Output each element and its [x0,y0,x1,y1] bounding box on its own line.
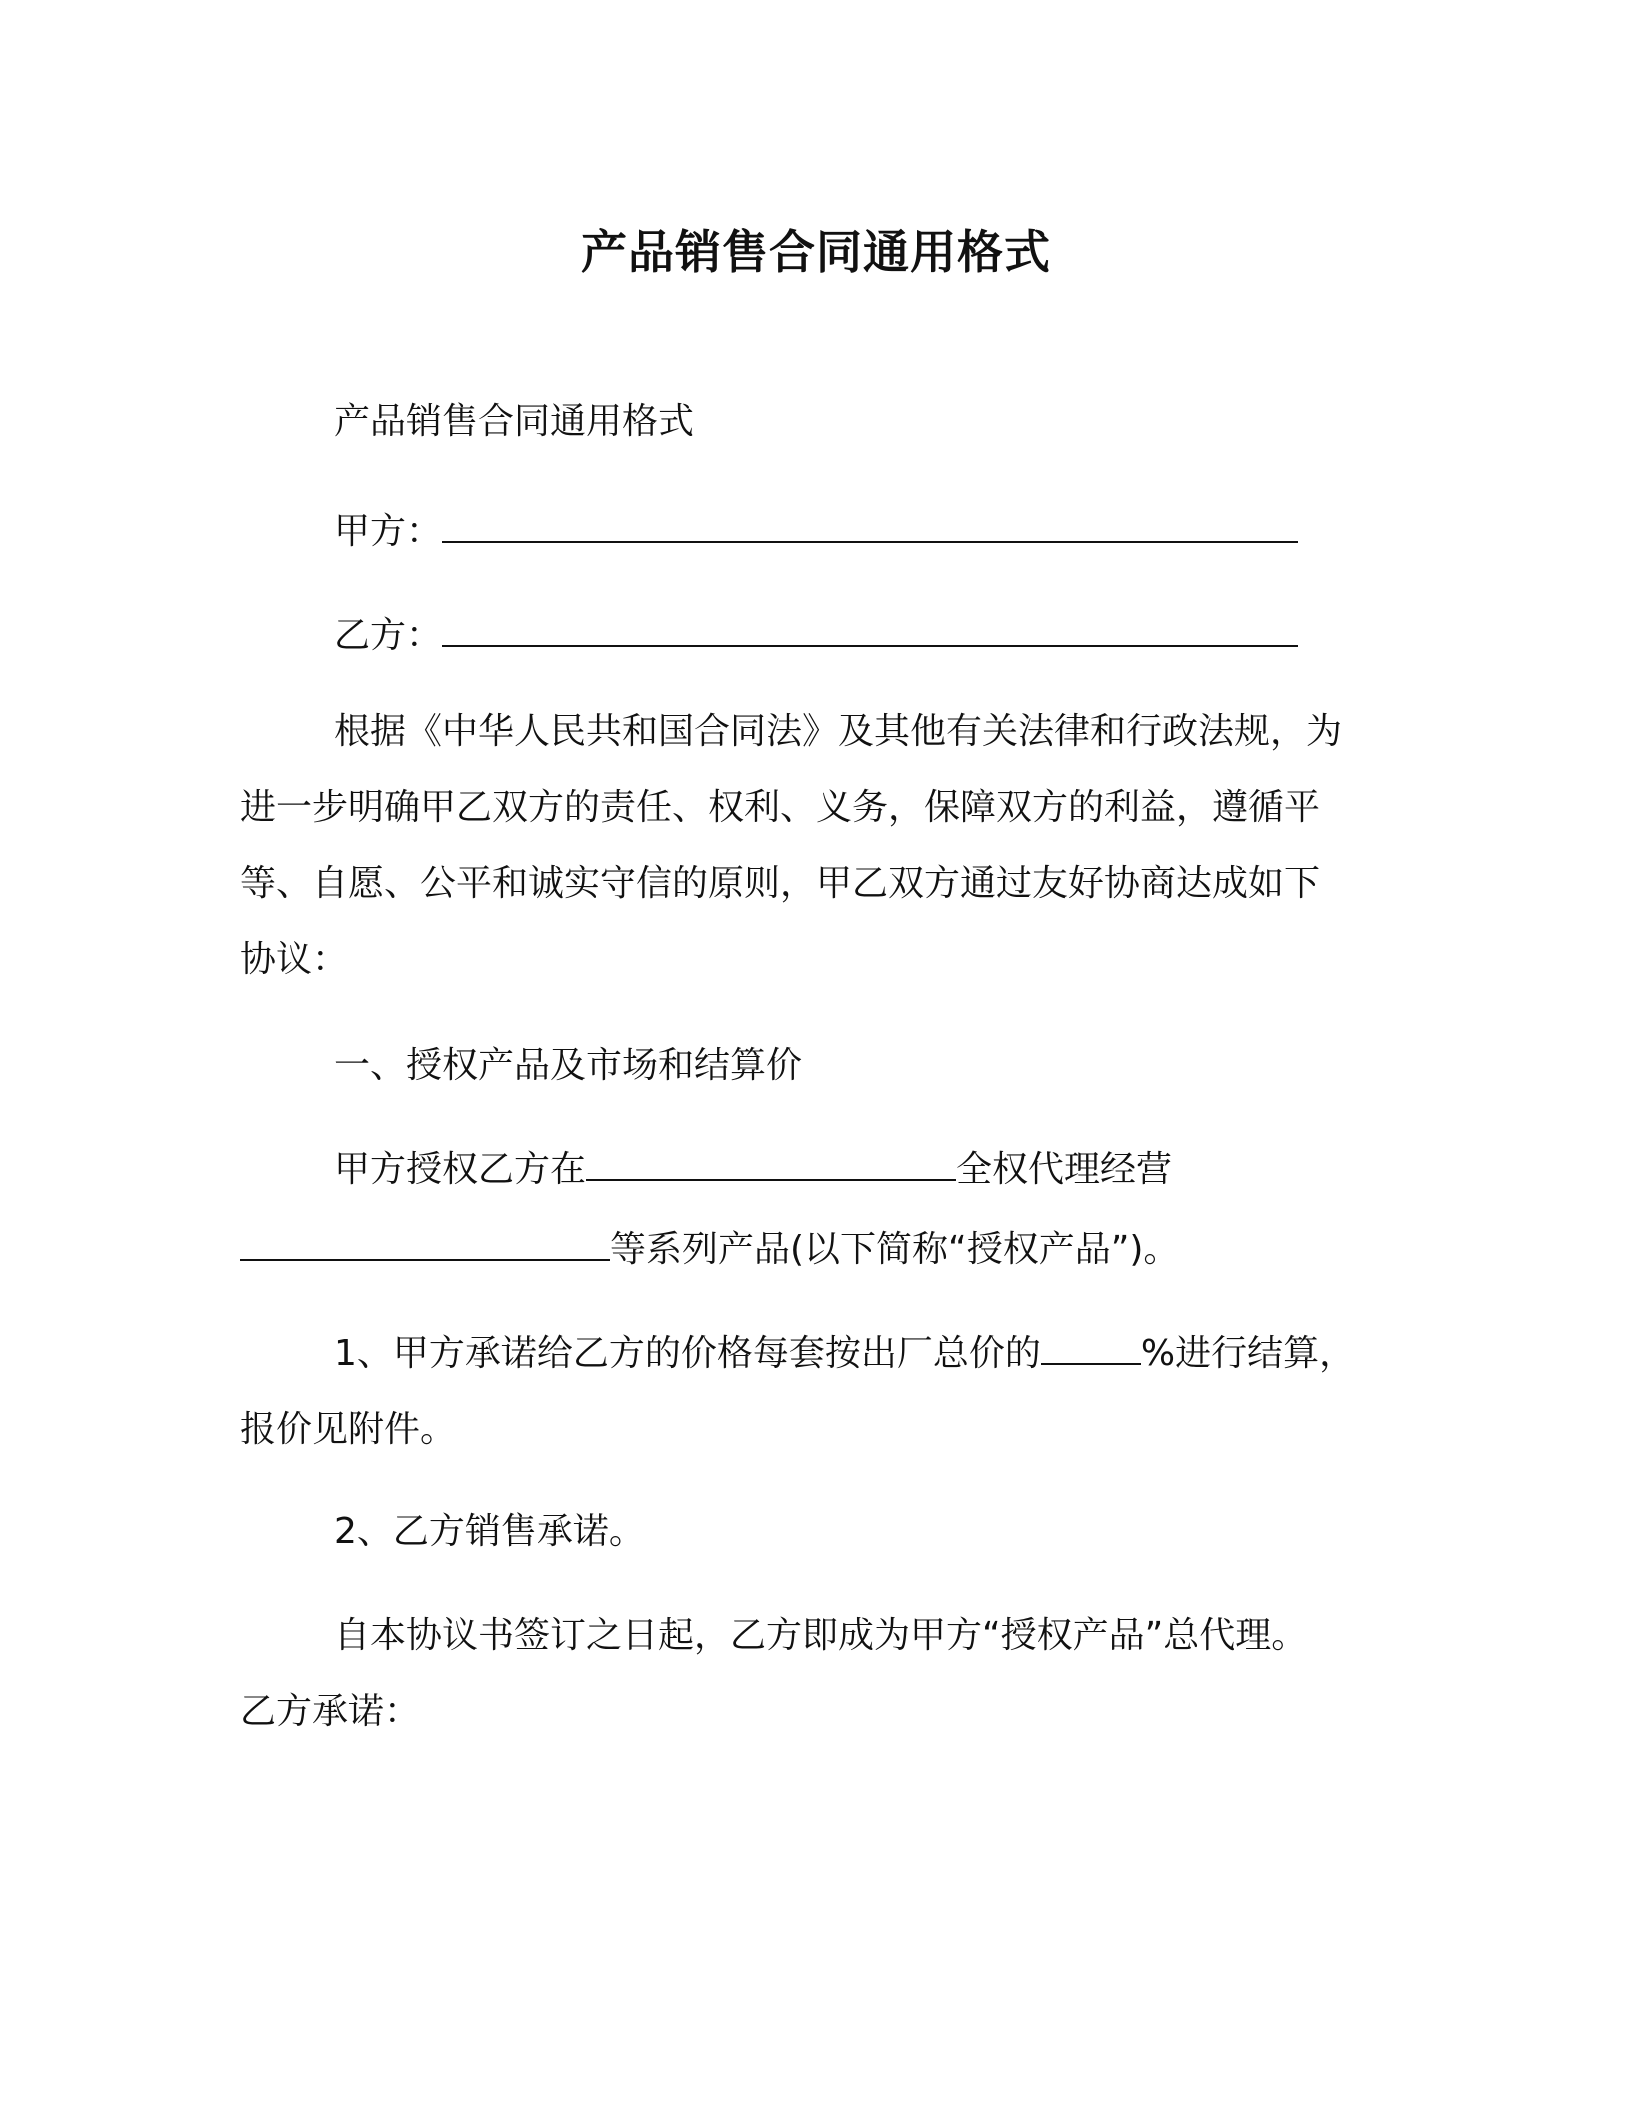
grant-line-1 [334,1146,1172,1194]
product-blank [240,1229,610,1261]
preamble-line-3: 等、自愿、公平和诚实守信的原则，甲乙双方通过友好协商达成如下 [240,863,1321,904]
grant-text-b: 全权代理经营 [956,1149,1173,1190]
section-1-heading: 一、授权产品及市场和结算价 [334,1045,803,1086]
grant-text-a: 甲方授权乙方在 [334,1149,587,1190]
document-subtitle: 产品销售合同通用格式 [334,401,695,442]
preamble-line-4: 协议： [240,939,349,980]
percent-blank [1041,1333,1141,1365]
clause-1-line-1 [334,1330,1355,1378]
clause-1-text-b: %进行结算， [1140,1333,1356,1374]
clause-2-heading: 2、乙方销售承诺。 [334,1511,645,1552]
clause-1-line-2: 报价见附件。 [240,1409,457,1450]
party-a-line [334,508,1298,556]
party-b-label: 乙方： [334,615,443,656]
preamble-line-1: 根据《中华人民共和国合同法》及其他有关法律和行政法规，为 [334,711,1343,752]
document-title: 产品销售合同通用格式 [581,225,1051,279]
party-a-label: 甲方： [334,511,443,552]
clause-2-line-2: 乙方承诺： [240,1691,421,1732]
clause-2-line-1: 自本协议书签订之日起，乙方即成为甲方“授权产品”总代理。 [334,1615,1308,1656]
party-b-line [334,612,1298,660]
grant-text-c: 等系列产品(以下简称“授权产品”)。 [610,1229,1180,1270]
clause-1-text-a: 1、甲方承诺给乙方的价格每套按出厂总价的 [334,1333,1041,1374]
party-a-blank [442,511,1298,543]
territory-blank [586,1149,956,1181]
preamble-line-2: 进一步明确甲乙双方的责任、权利、义务，保障双方的利益，遵循平 [240,787,1321,828]
grant-line-2 [240,1226,1179,1274]
party-b-blank [442,615,1298,647]
